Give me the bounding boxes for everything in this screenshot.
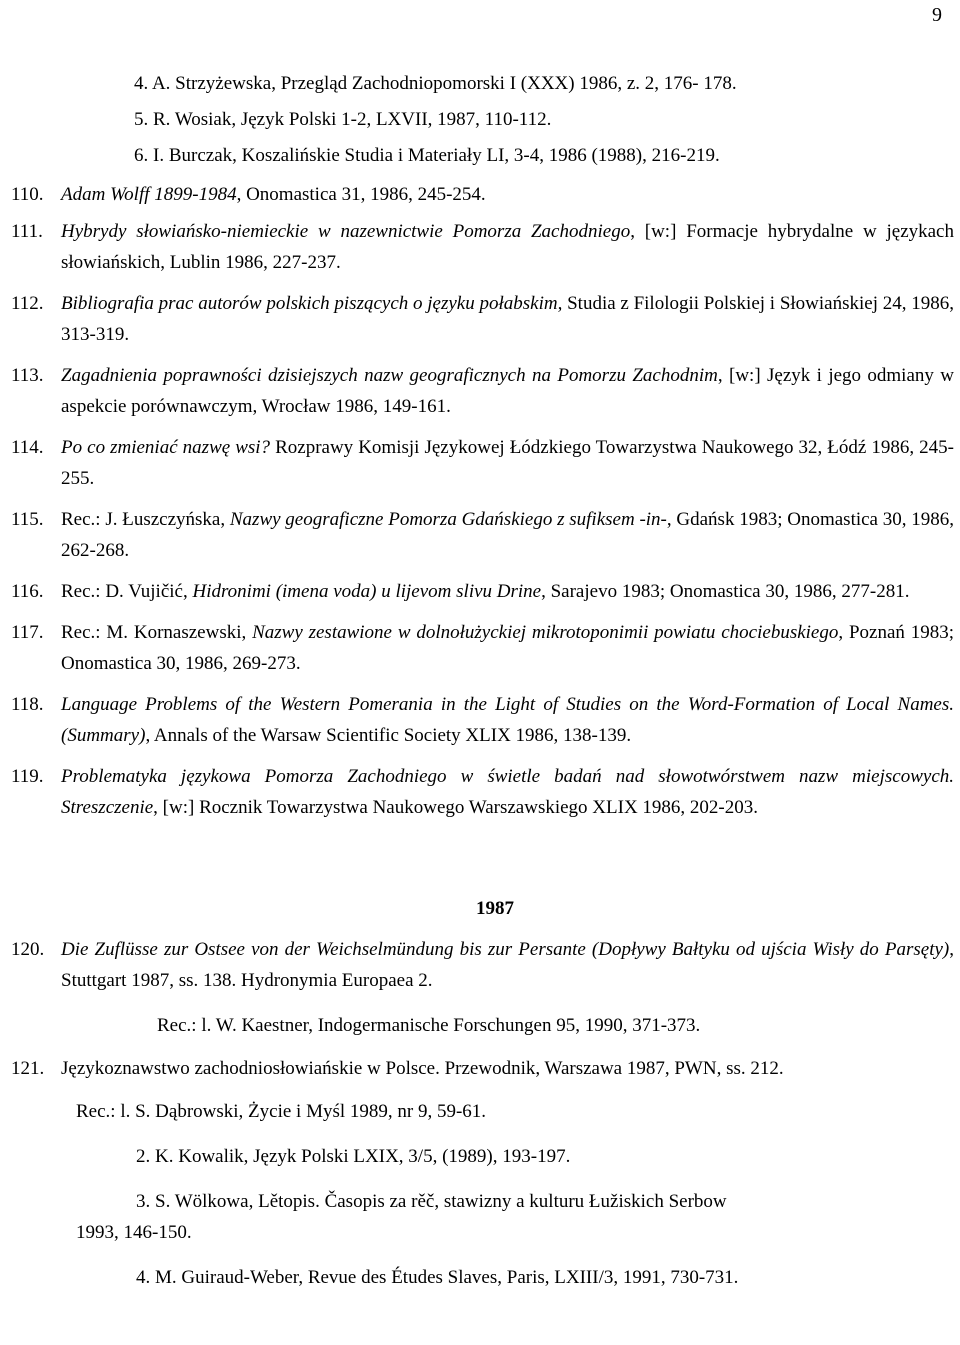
bibliography-entry (0, 934, 960, 996)
entry-number: 113. (11, 365, 44, 386)
review-line-continuation: 1993, 146-150. (76, 1222, 192, 1243)
entry-title: Adam Wolff 1899-1984 (61, 184, 237, 205)
entry-details: Rozprawy Komisji Językowej Łódzkiego Towarzystwa Naukowego 32, Łódź 1986, 245-255. (61, 437, 954, 489)
entry-title: Hidronimi (imena voda) u lijevom slivu Drine (192, 581, 542, 602)
entry-details: , Poznań 1983; Onomastica 30, 1986, 269-273. (61, 622, 954, 674)
bibliography-entry (0, 617, 960, 679)
entry-details: , Sarajevo 1983; Onomastica 30, 1986, 277-281. (541, 581, 910, 602)
year-heading: 1987 (476, 898, 514, 919)
entry-number: 114. (11, 437, 44, 458)
entry-details: , Gdańsk 1983; Onomastica 30, 1986, 262-268. (61, 509, 955, 561)
list-item: 5. R. Wosiak, Język Polski 1-2, LXVII, 1987, 110-112. (134, 109, 552, 130)
bibliography-entry (0, 432, 960, 494)
entry-details: , Onomastica 31, 1986, 245-254. (236, 184, 486, 205)
list-item: 4. A. Strzyżewska, Przegląd Zachodniopomorski I (XXX) 1986, z. 2, 176- 178. (134, 73, 737, 94)
review-line: Rec.: l. S. Dąbrowski, Życie i Myśl 1989, nr 9, 59-61. (76, 1101, 487, 1122)
review-line: 4. M. Guiraud-Weber, Revue des Études Slaves, Paris, LXIII/3, 1991, 730-731. (136, 1267, 739, 1288)
review-line: 2. K. Kowalik, Język Polski LXIX, 3/5, (1989), 193-197. (136, 1146, 571, 1167)
bibliography-entry (0, 576, 960, 607)
entry-reviewer: Rec.: J. Łuszczyńska, (61, 509, 230, 530)
entry-number: 118. (11, 694, 44, 715)
entry-number: 111. (11, 221, 43, 242)
entry-number: 115. (11, 509, 44, 530)
bibliography-page (0, 68, 960, 1307)
entry-title: Hybrydy słowiańsko-niemieckie w nazewnictwie Pomorza Zachodniego (61, 221, 631, 242)
bibliography-entry (0, 179, 960, 210)
entry-details: Studia z Filologii Polskiej i Słowiańskiej 24, 1986, 313-319. (61, 293, 954, 345)
entry-number: 117. (11, 622, 44, 643)
page-number: 9 (932, 4, 942, 26)
bibliography-entry (0, 689, 960, 751)
entry-reviewer: Rec.: M. Kornaszewski, (61, 622, 253, 643)
entry-number: 120. (11, 939, 45, 960)
entry-number: 119. (11, 766, 44, 787)
entry-details: , [w:] Rocznik Towarzystwa Naukowego Warszawskiego XLIX 1986, 202-203. (153, 797, 758, 818)
bibliography-entry (0, 288, 960, 350)
review-line: 3. S. Wölkowa, Lětopis. Časopis za rěč, stawizny a kulturu Łužiskich Serbow (136, 1191, 727, 1212)
bibliography-entry (0, 216, 960, 278)
entry-number: 121. (11, 1058, 45, 1079)
entry-reviewer: Rec.: D. Vujičić, (61, 581, 193, 602)
entry-details: , [w:] Język i jego odmiany w aspekcie porównawczym, Wrocław 1986, 149-161. (61, 365, 954, 417)
review-list (0, 1096, 960, 1293)
entry-title: Die Zuflüsse zur Ostsee von der Weichselmündung bis zur Persante (Dopływy Bałtyku od ujścia Wisły do Parsęty) (61, 939, 950, 960)
entry-title: Problematyka językowa Pomorza Zachodniego w świetle badań nad słowotwórstwem nazw miejscowych. Streszczenie (61, 766, 954, 818)
list-item: 6. I. Burczak, Koszalińskie Studia i Materiały LI, 3-4, 1986 (1988), 216-219. (134, 145, 720, 166)
entry-title: Po co zmieniać nazwę wsi? (61, 437, 271, 458)
entry-details: , [w:] Formacje hybrydalne w językach słowiańskich, Lublin 1986, 227-237. (61, 221, 954, 273)
entry-title: Zagadnienia poprawności dzisiejszych nazw geograficznych na Pomorzu Zachodnim (61, 365, 718, 386)
entry-title: Language Problems of the Western Pomerania in the Light of Studies on the Word-Formation of Local Names. (Summary) (61, 694, 954, 746)
entry-number: 110. (11, 184, 44, 205)
review-line: Rec.: l. W. Kaestner, Indogermanische Forschungen 95, 1990, 371-373. (157, 1015, 701, 1036)
bibliography-entry (0, 504, 960, 566)
bibliography-entry (0, 761, 960, 823)
entry-title: Nazwy geograficzne Pomorza Gdańskiego z sufiksem -in- (229, 509, 667, 530)
entry-details: Językoznawstwo zachodniosłowiańskie w Polsce. Przewodnik, Warszawa 1987, PWN, ss. 212. (61, 1058, 784, 1079)
entry-number: 116. (11, 581, 44, 602)
entry-details: , Annals of the Warsaw Scientific Society XLIX 1986, 138-139. (145, 725, 632, 746)
bibliography-entry (0, 360, 960, 422)
entry-details: , Stuttgart 1987, ss. 138. Hydronymia Europaea 2. (61, 939, 954, 991)
bibliography-entry (0, 1053, 960, 1084)
entry-number: 112. (11, 293, 44, 314)
entry-title: Nazwy zestawione w dolnołużyckiej mikrotoponimii powiatu chociebuskiego (252, 622, 839, 643)
entry-title: Bibliografia prac autorów polskich piszących o języku połabskim, (61, 293, 563, 314)
